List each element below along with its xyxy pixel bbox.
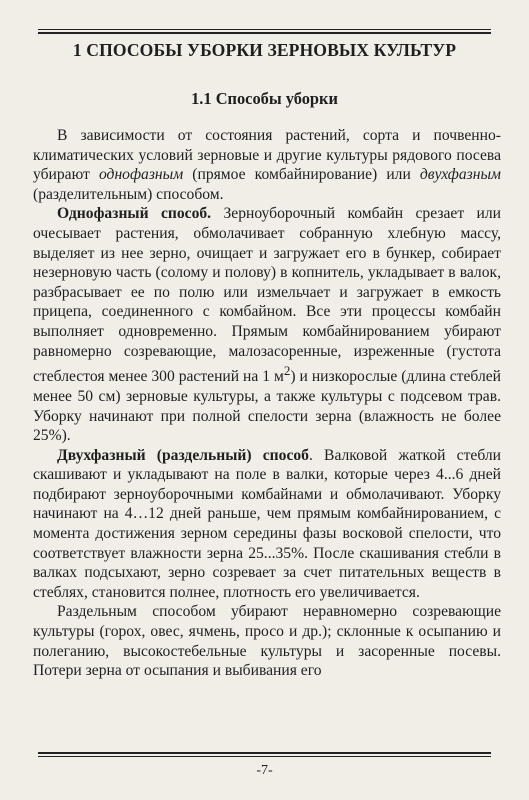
- intro-text-a: В зависимости от состояния растений, сорта и почвенно-климатических условий зерновые и другие культуры рядового посева убирают: [33, 127, 501, 184]
- paragraph-intro: [33, 126, 501, 204]
- single-phase-text-a: Зерноуборочный комбайн срезает или очесывает растения, обмолачивает собранную хлебную массу, выделяет из нее зерно, очищает и загружает его в бункер, собирает незерновую часть (солому и полову) в копнитель, укладывает в валок, разбрасывает ее по полю или измельчает и загружает в емкость прицепа, соединенного с комбайном. Все эти процессы комбайн выполняет одновременно. Прямым комбайнированием убирают равномерно созревающие, малозасоренные, изреженные (густота стеблестоя менее 300 растений на 1 м: [33, 205, 502, 386]
- section-title: 1.1 Способы уборки: [191, 89, 338, 108]
- top-double-rule: [38, 29, 491, 34]
- paragraph-single-phase: [33, 204, 501, 445]
- body-text: [33, 126, 501, 681]
- page-number: -7-: [256, 763, 273, 778]
- intro-text-b: (прямое комбайнирование) или: [183, 166, 420, 184]
- paragraph-two-phase: [33, 446, 501, 603]
- term-single-phase-italic: однофазным: [98, 166, 184, 184]
- single-phase-text-b: ) и низкорослые (длина стеблей менее 50 см) зерновые культуры, а также культуры с подсевом трав. Уборку начинают при полной спелости зерна (влажность не более 25%).: [33, 368, 501, 445]
- single-phase-heading: Однофазный способ.: [57, 205, 212, 223]
- term-two-phase-italic: двухфазным: [419, 166, 502, 184]
- separate-text: Раздельным способом убирают неравномерно созревающие культуры (горох, овес, ячмень, просо и др.); склонные к осыпанию и полеганию, высокостебельные культуры и засоренные посевы. Потери зерна от осыпания и выбивания его: [33, 603, 501, 680]
- square-superscript: 2: [283, 363, 291, 379]
- two-phase-heading: Двухфазный (раздельный) способ: [57, 446, 309, 464]
- intro-text-c: (разделительным) способом.: [33, 185, 224, 203]
- chapter-title: 1 СПОСОБЫ УБОРКИ ЗЕРНОВЫХ КУЛЬТУР: [72, 40, 457, 60]
- bottom-double-rule: [38, 752, 491, 757]
- two-phase-text: . Валковой жаткой стебли скашивают и укладывают на поле в валки, которые через 4...6 дней подбирают зерноуборочными комбайнами и обмолачивают. Уборку начинают на 4…12 дней раньше, чем прямым комбайнированием, с момента достижения зерном середины фазы восковой спелости, что соответствует влажности зерна 25...35%. После скашивания стебли в валках подсыхают, зерно созревает за счет питательных веществ в стеблях, становится полнее, плотность его увеличивается.: [33, 446, 501, 601]
- paragraph-separate: [33, 602, 501, 680]
